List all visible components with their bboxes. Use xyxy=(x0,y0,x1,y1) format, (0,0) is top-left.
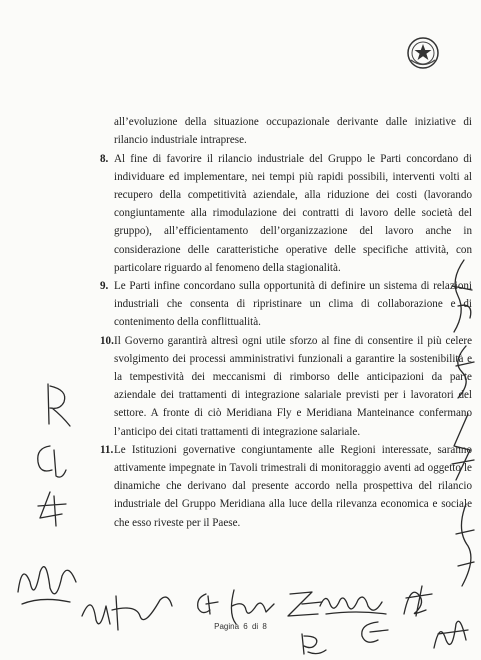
item-text: Il Governo garantirà altresì ogni utile sforzo al fine di consentire il più celere svolgimento dei processi amministrativi funzionali a garantire la sostenibilità e la tempestività dei meccanismi di rimborso delle anticipazioni da parte aziendale dei trattamenti di integrazione salariale previsti per i lavoratori del settore. A fronte di ciò Meridiana Fly e Meridiana Manteinance confermano l’anticipo dei citati trattamenti di integrazione salariale. xyxy=(114,334,472,438)
handwritten-signature xyxy=(444,256,478,336)
handwritten-signature xyxy=(316,586,390,620)
document-body xyxy=(100,102,472,532)
list-item xyxy=(100,441,472,532)
item-number: 9. xyxy=(100,279,109,292)
item-text: Al fine di favorire il rilancio industriale del Gruppo le Parti concordano di individuare ed implementare, nei tempi più rapidi possibili, interventi volti al recupero della competitività aziendale, alla riduzione dei costi (lavorando congiuntamente alla rimodulazione dei contratti di lavoro delle società del gruppo), all’efficientamento dell’organizzazione del lavoro anche in considerazione delle caratteristiche operative delle specifiche attività, con particolare riguardo al fenomeno della stagionalità. xyxy=(114,152,472,274)
handwritten-initials xyxy=(448,342,478,402)
item-number: 10. xyxy=(100,334,114,347)
item-number: 11. xyxy=(100,443,114,456)
list-item xyxy=(100,150,472,277)
handwritten-initials xyxy=(40,380,76,430)
item-text: Le Parti infine concordano sulla opportunità di definire un sistema di relazioni industriali che consenta di ripristinare un clima di collaborazione e di contenimento della conflittualità. xyxy=(114,279,472,329)
handwritten-initials xyxy=(446,410,478,484)
handwritten-initials xyxy=(192,590,220,618)
item-number: 8. xyxy=(100,152,109,165)
list-item xyxy=(100,332,472,441)
handwritten-signature xyxy=(428,610,472,654)
page-number: 6 xyxy=(243,622,248,631)
of-label: di xyxy=(251,622,259,631)
page-total: 8 xyxy=(262,622,267,631)
handwritten-initials xyxy=(296,628,332,658)
handwritten-initials xyxy=(450,500,478,590)
page-footer xyxy=(0,622,481,631)
handwritten-initials xyxy=(32,488,72,530)
handwritten-initials xyxy=(30,440,70,484)
intro-paragraph: all’evoluzione della situazione occupazionale derivante dalle iniziative di rilancio industriale intraprese. xyxy=(114,116,472,147)
item-text: Le Istituzioni governative congiuntamente alle Regioni interessate, saranno attivamente impegnate in Tavoli trimestrali di monitoraggio aventi ad oggetto le dinamiche che derivano dal presente accordo nella prospettiva del rilancio industriale del Gruppo Meridiana alla luce della rilevanza economica e sociale che esso riveste per il Paese. xyxy=(114,443,472,529)
list-item xyxy=(100,277,472,332)
handwritten-signature xyxy=(12,552,82,612)
page-label: Pagina xyxy=(214,622,240,631)
italian-republic-emblem-icon xyxy=(406,36,440,70)
